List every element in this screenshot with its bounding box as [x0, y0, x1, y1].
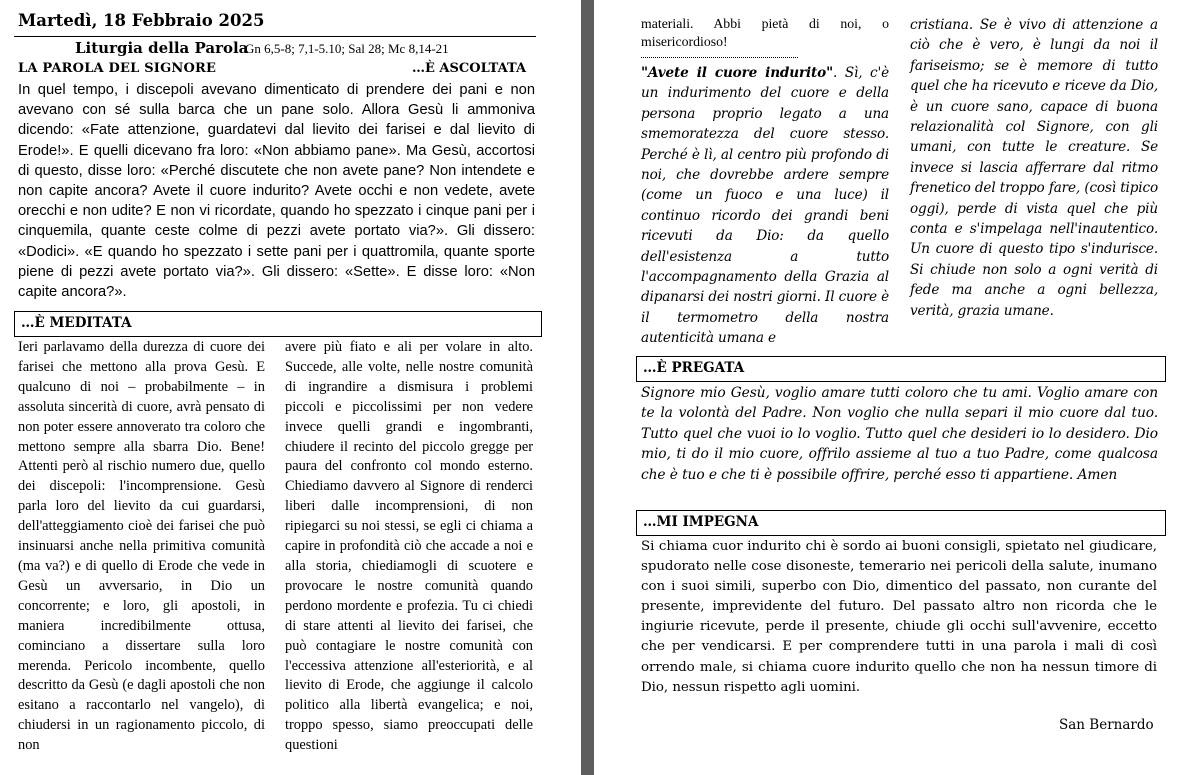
- readings-reference: Gn 6,5-8; 7,1-5.10; Sal 28; Mc 8,14-21: [245, 41, 449, 56]
- meditata-column-2: [285, 338, 533, 756]
- pregata-heading: …È PREGATA: [643, 360, 745, 376]
- prayer-text: Signore mio Gesù, voglio amare tutti coloro che tu ami. Voglio amare con te la volontà del Padre. Non voglio che nulla separi il mio cuore dal tuo. Tutto quel che vuoi io lo voglio. Tutto quel che desideri io lo desidero. Dio mio, ti do il mio cuore, offrilo assieme al tuo a tuo Padre, come qualcosa che è tuo e che ti è possibile offrire, perché esso ti appartiene. Amen: [641, 385, 1158, 483]
- meditata-column-3-top: [641, 15, 889, 51]
- meditata-paragraph-4: cristiana. Se è vivo di attenzione a ciò che è vero, è lungi da noi il fariseismo; se è memore di tutto quel che ha ricevuto e riceve da Dio, è un cuore sano, capace di buona relazionalità col Signore, con gli umani, con tutte le creature. Se invece si lascia afferrare dal ritmo frenetico del troppo fare, (così tipico oggi), perde di vista quel che più conta e s'impelaga nell'inautentico. Un cuore di questo tipo s'indurisce. Si chiude non solo a ogni verità di fede ma anche a ogni bellezza, verità, grazia umane.: [910, 17, 1158, 319]
- pregata-header-box: [636, 356, 1166, 382]
- meditata-paragraph-2: avere più fiato e ali per volare in alto. Succede, alle volte, nelle nostre comunità di ingrandire a dismisura i problemi piccoli e piccolissimi per non vedere invece quelli grandi e ingombranti, chiudere il recinto del piccolo gregge per paura del confronto col mondo esterno. Chiediamo davvero al Signore di renderci liberi dalle incomprensioni, di non ripiegarci su noi stessi, se egli ci chiama a capire in profondità ciò che accade a noi e alla storia, chiediamogli di scuotere e provocare le nostre comunità quando perdono mordente e profezia. Tu ci chiedi di stare attenti al lievito dei farisei, che può contagiare le nostre comunità con l'eccessiva attenzione all'esteriorità, e al lievito di Erode, che aggiunge il calcolo politico alla libertà evangelica; e noi, troppo spesso, siamo preoccupati delle questioni: [285, 339, 533, 754]
- separator-dotted: [641, 57, 798, 58]
- commitment-text: Si chiama cuor indurito chi è sordo ai buoni consigli, spietato nel giudicare, spudorato nelle cose disoneste, temerario nei pericoli della salute, inumano con i suoi simili, superbo con Dio, dimentico del passato, non curante del presente, imprevidente del futuro. Del passato altro non ricorda che le ingiurie ricevute, perde il presente, chiude gli occhi sull'avvenire, eccetto che per vendicarsi. E per comprendere tutti in una parola i mali di così orrendo male, si chiama cuore indurito quello che non ha nessun timore di Dio, nessun rispetto agli uomini.: [641, 539, 1157, 695]
- header-rule: [14, 36, 536, 37]
- section-ascoltata-heading: …È ASCOLTATA: [412, 61, 527, 76]
- meditata-heading: …È MEDITATA: [21, 315, 132, 331]
- impegna-heading: …MI IMPEGNA: [643, 514, 759, 530]
- gospel-text: In quel tempo, i discepoli avevano dimenticato di prendere dei pani e non avevano con sé sulla barca che un pane solo. Allora Gesù li ammoniva dicendo: «Fate attenzione, guardatevi dal lievito dei farisei e dal lievito di Erode!». E quelli dicevano fra loro: «Non abbiamo pane». Ma Gesù, accortosi di questo, disse loro: «Perché discutete che non avete pane? Non intendete e non capite ancora? Avete il cuore indurito? Avete occhi e non vedete, avete orecchi e non udite? E non vi ricordate, quando ho spezzato i cinque pani per i cinquemila, quante ceste colme di pezzi avete portato via?». Gli dissero: «Dodici». «E quando ho spezzato i sette pani per i quattromila, quante sporte piene di pezzi avete portato via?». Gli dissero: «Sette». E disse loro: «Non capite ancora?».: [18, 82, 535, 301]
- meditata-column-4: [910, 15, 1158, 321]
- liturgy-title: Liturgia della Parola: [75, 39, 249, 57]
- section-parola-heading: LA PAROLA DEL SIGNORE: [18, 61, 217, 76]
- page-date: Martedì, 18 Febbraio 2025: [18, 11, 265, 30]
- impegna-header-box: [636, 510, 1166, 536]
- meditata-paragraph-1: Ieri parlavamo della durezza di cuore dei farisei che mettono alla prova Gesù. E qualcuno di noi – probabilmente – in assoluta sincerità di cuore, avrà pensato di non poter essere annoverato tra coloro che mettono sempre alla sbarra Dio. Bene! Attenti però al rischio numero due, quello dei discepoli: l'incomprensione. Gesù parla loro del lievito da cui guardarsi, dell'atteggiamento cioè dei farisei che può insinuarsi anche nella primitiva comunità (ma va?) e di quello di Erode che vede in Gesù un avversario, in Dio un concorrente; e loro, gli apostoli, in maniera incredibilmente ottusa, cominciano a dissertare sulla loro merenda. Pericolo incombente, quello descritto da Gesù (e dagli apostoli che non esitano a raccontarlo nel vangelo), di chiudersi in un ragionamento piccolo, di non: [18, 339, 265, 754]
- page-gutter: [581, 0, 594, 775]
- meditata-continuation: materiali. Abbi pietà di noi, o misericordioso!: [641, 16, 889, 49]
- meditata-column-1: [18, 338, 265, 756]
- meditata-paragraph-3: . Sì, c'è un indurimento del cuore e della persona proprio legato a una smemoratezza del cuore stesso. Perché è lì, al centro più profondo di noi, che dovrebbe ardere sempre (come un fuoco e una luce) il continuo ricordo dei grandi beni ricevuti da Dio: da quello dell'esistenza a tutto l'accompagnamento della Grazia al dipanarsi dei nostri giorni. Il cuore è il termometro della nostra autenticità umana e: [641, 65, 889, 347]
- quote-heading: "Avete il cuore indurito": [641, 65, 834, 81]
- meditata-header-box: [14, 311, 542, 337]
- meditata-column-3: [641, 63, 889, 349]
- quote-author: San Bernardo: [1059, 717, 1154, 733]
